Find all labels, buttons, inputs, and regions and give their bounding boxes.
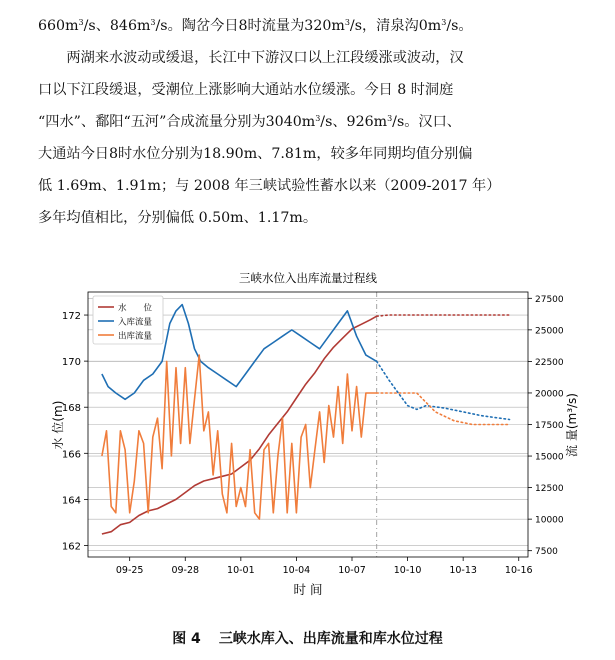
y-right-tick-label-3: 15000 [535,452,564,463]
x-tick-label-1: 09-28 [171,565,200,576]
chart-title: 三峡水位入出库流量过程线 [239,271,377,285]
paragraph-2-line-5: 低 1.69m、1.91m；与 2008 年三峡试验性蓄水以来（2009-2017 年） [38,178,501,194]
paragraph-1: $660m^3/s$、$846m^3/s$。陶岔今日8时流量为$320m^3/s$，清泉沟$0m^3/s$。 [38,18,473,34]
y-right-tick-label-0: 7500 [535,547,558,558]
y-right-tick-label-8: 27500 [535,294,564,305]
y-right-tick-label-4: 17500 [535,421,564,431]
y-left-tick-label-0: 162 [61,541,81,553]
legend-label-inflow: 入库流量 [118,317,153,328]
y-left-tick-label-5: 172 [61,311,81,323]
y-right-tick-label-6: 22500 [535,357,564,368]
paragraph-2-line-4: 大通站今日8时水位分别为18.90m、7.81m，较多年同期均值分别偏 [38,146,473,162]
x-tick-label-0: 09-25 [115,565,144,576]
y-right-tick-label-2: 12500 [535,484,564,495]
x-tick-label-3: 10-04 [282,565,311,576]
inflow-forecast-line [377,361,510,419]
figure-number: 图 4 [172,631,201,647]
y-axis-right-label: 流 量(m³/s) [565,393,579,457]
x-tick-label-4: 10-07 [338,565,366,576]
y-right-tick-label-7: 25000 [535,326,564,337]
y-right-tick-label-1: 10000 [535,515,564,526]
flow-level-chart [0,268,615,608]
outflow-forecast-line [377,393,510,425]
legend [93,296,163,344]
figure-caption [0,628,615,648]
x-tick-label-6: 10-13 [449,565,477,576]
legend-label-outflow: 出库流量 [118,331,153,342]
paragraph-2-line-3: “四水”、鄱阳“五河”合成流量分别为$3040m^3/s$、$926m^3/s$。汉口、 [38,114,461,130]
y-left-tick-label-2: 166 [61,449,81,461]
paragraph-2-line-1: 两湖来水波动或缓退，长江中下游汉口以上江段缓涨或波动，汉 [66,50,464,66]
paragraph-2-line-2: 口以下江段缓退，受潮位上涨影响大通站水位缓涨。今日 8 时洞庭 [38,82,454,98]
water-level-observed-line [102,316,377,534]
x-tick-label-7: 10-16 [504,565,533,576]
y-left-tick-label-4: 170 [61,357,81,369]
y-axis-left-label: 水 位(m) [51,400,65,450]
y-left-tick-label-3: 168 [61,403,81,415]
x-axis-label: 时 间 [293,582,323,597]
x-tick-label-2: 10-01 [227,565,255,576]
figure-caption-text: 三峡水库入、出库流量和库水位过程 [218,631,443,647]
y-right-tick-label-5: 20000 [535,389,564,400]
x-tick-label-5: 10-10 [393,565,422,576]
y-left-tick-label-1: 164 [61,495,81,507]
legend-label-water-level: 水 位 [118,303,153,314]
paragraph-2-line-6: 多年均值相比，分别偏低 0.50m、1.17m。 [38,210,318,226]
body-text [38,10,598,234]
